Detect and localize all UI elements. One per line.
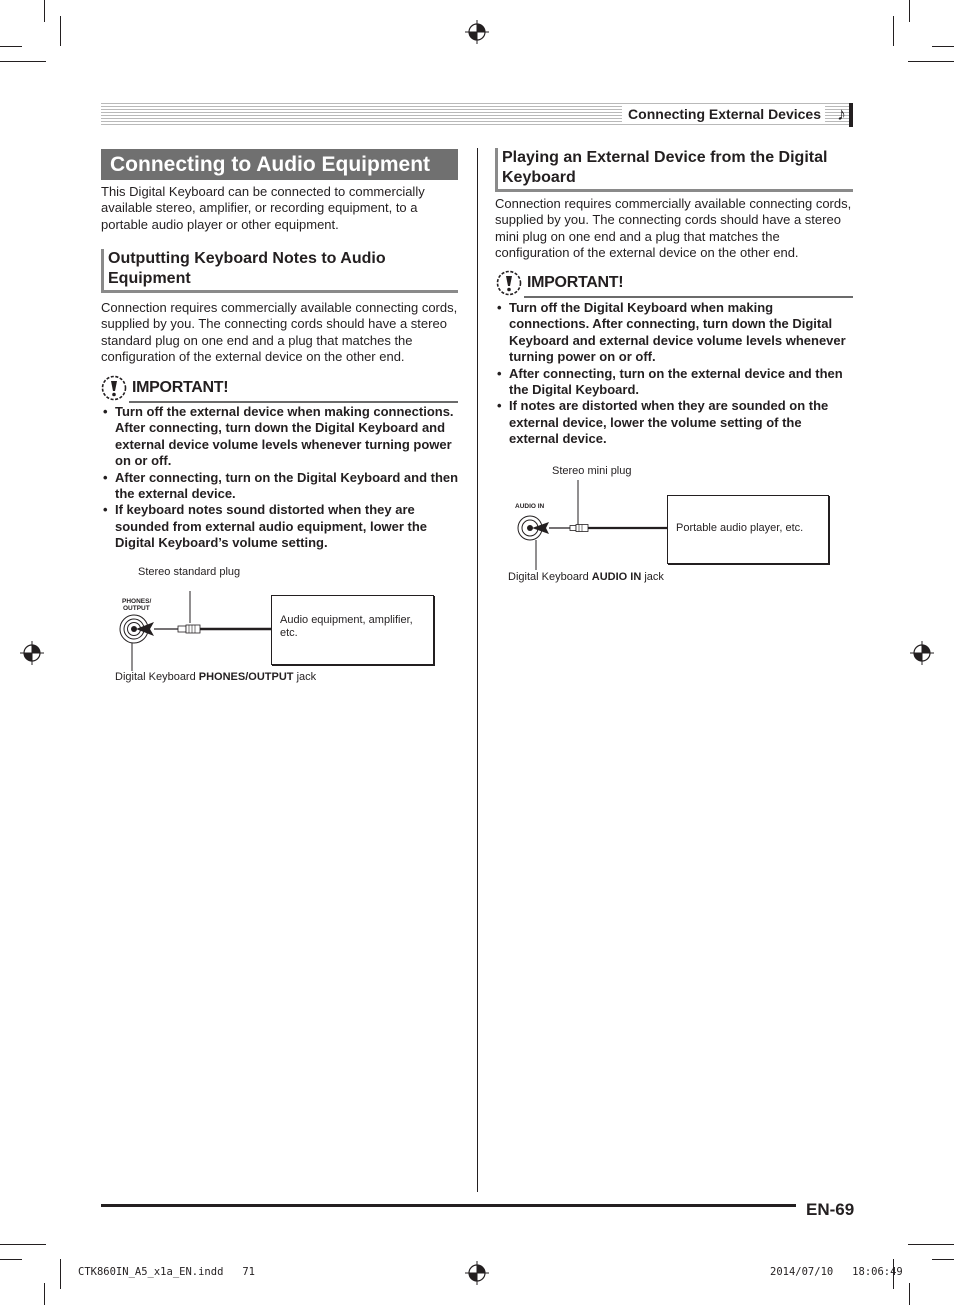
audio-in-jack-illustration — [508, 480, 670, 572]
registration-mark-right-icon — [910, 641, 934, 665]
registration-mark-left-icon — [20, 641, 44, 665]
list-item: • After connecting, turn on the Digital Keyboard and then the external device. — [101, 470, 461, 503]
section-label: Connecting External Devices — [622, 105, 825, 123]
page-header — [101, 103, 853, 127]
jack-panel-label-line1: PHONES/ — [122, 598, 152, 605]
important-label: IMPORTANT! — [132, 379, 229, 396]
print-timestamp: 2014/07/10 18:06:49 — [770, 1266, 903, 1278]
right-important-list — [495, 300, 853, 448]
warning-icon — [496, 270, 522, 296]
intro-paragraph: This Digital Keyboard can be connected to commercially available stereo, amplifier, or recording equipment, to a portable audio player or other equipment. — [101, 184, 425, 232]
header-edge-bar — [849, 103, 853, 127]
list-item: • After connecting, turn on the external device and then the Digital Keyboard. — [495, 366, 853, 399]
list-item: • Turn off the Digital Keyboard when making connections. After connecting, turn down the Digital Keyboard and external device volume levels whenever turning power on or off. — [495, 300, 853, 366]
right-important-heading — [496, 270, 853, 298]
box-shadow — [433, 596, 435, 666]
page-title: Connecting to Audio Equipment — [101, 149, 458, 180]
left-body-paragraph: Connection requires commercially available connecting cords, supplied by you. The connecting cords should have a stereo standard plug on one end and a plug that matches the configuration of the external device on the other end. — [101, 300, 458, 364]
column-divider — [477, 148, 478, 1192]
audio-equipment-box: Audio equipment, amplifier, etc. — [271, 595, 434, 665]
box-shadow — [272, 664, 435, 666]
left-important-list — [101, 404, 461, 552]
left-subheading: Outputting Keyboard Notes to Audio Equipment — [101, 249, 458, 293]
jack-caption: Digital Keyboard PHONES/OUTPUT jack — [115, 671, 317, 683]
music-note-icon: ♪ — [837, 104, 846, 124]
box-shadow — [668, 563, 830, 565]
phones-jack-illustration — [108, 585, 273, 675]
warning-icon — [101, 375, 127, 401]
list-item: • If keyboard notes sound distorted when they are sounded from external audio equipment, lower the Digital Keyboard’s volume setting. — [101, 502, 461, 551]
list-item: • Turn off the external device when making connections. After connecting, turn down the Digital Keyboard and external device volume levels whenever turning power on or off. — [101, 404, 461, 470]
plug-label: Stereo mini plug — [552, 465, 632, 477]
registration-mark-bottom-icon — [465, 1261, 489, 1285]
right-subheading: Playing an External Device from the Digital Keyboard — [495, 148, 853, 192]
registration-mark-top-icon — [465, 20, 489, 44]
plug-label: Stereo standard plug — [138, 566, 241, 578]
list-item: • If notes are distorted when they are sounded on the external device, lower the volume setting of the external device. — [495, 398, 853, 447]
footer-rule — [101, 1204, 796, 1207]
jack-caption: Digital Keyboard AUDIO IN jack — [508, 571, 664, 583]
right-body-paragraph: Connection requires commercially available connecting cords, supplied by you. The connecting cords should have a stereo mini plug on one end and a plug that matches the configuration of the external device on the other end. — [495, 196, 852, 260]
jack-panel-label: AUDIO IN — [515, 503, 545, 510]
box-shadow — [828, 496, 830, 565]
jack-panel-label-line2: OUTPUT — [123, 605, 150, 612]
important-label: IMPORTANT! — [527, 274, 624, 291]
portable-player-box: Portable audio player, etc. — [667, 495, 829, 564]
important-rule — [129, 401, 458, 403]
left-important-heading — [101, 375, 458, 403]
important-rule — [524, 296, 853, 298]
page-number: EN-69 — [806, 1200, 855, 1219]
file-slug: CTK860IN_A5_x1a_EN.indd 71 — [78, 1266, 256, 1278]
